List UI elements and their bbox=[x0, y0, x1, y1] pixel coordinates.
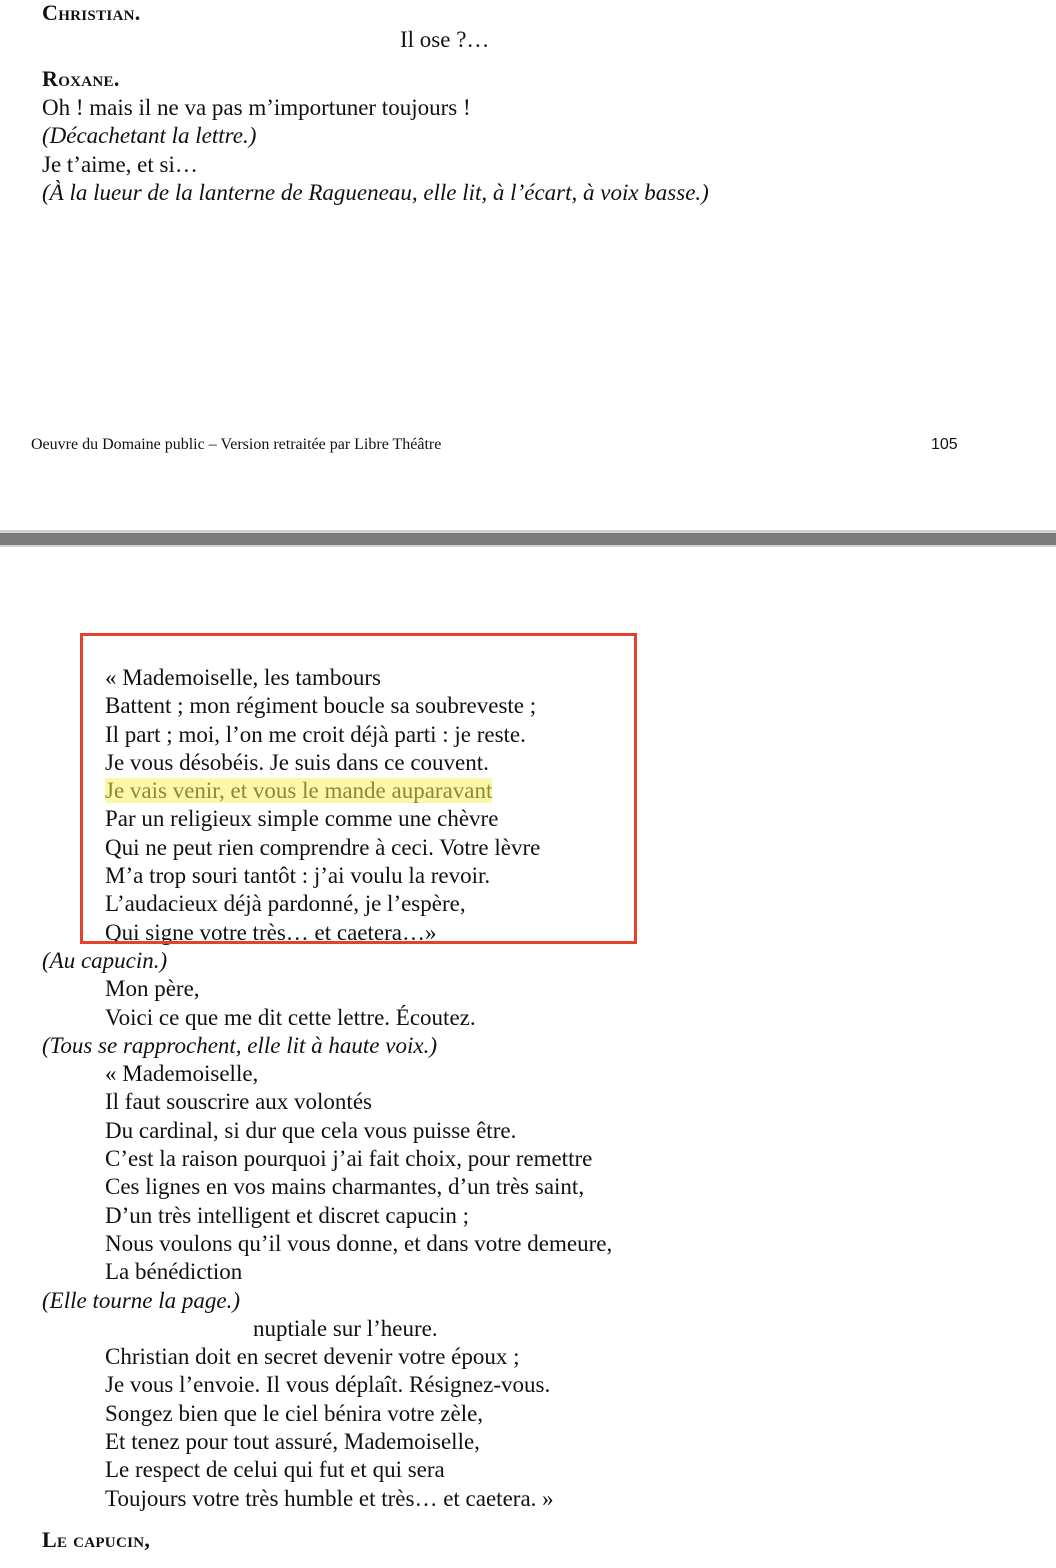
letter-line: Je vous désobéis. Je suis dans ce couvent. bbox=[105, 749, 489, 775]
letter-line: Le respect de celui qui fut et qui sera bbox=[105, 1457, 445, 1483]
letter-line: Songez bien que le ciel bénira votre zèle, bbox=[105, 1400, 484, 1426]
speaker-capucin: Le capucin, bbox=[42, 1527, 151, 1552]
page-105 bbox=[0, 0, 1056, 530]
letter-line: Battent ; mon régiment boucle sa soubreveste ; bbox=[105, 693, 537, 719]
speaker-christian: Christian. bbox=[42, 0, 141, 25]
letter-line: Ces lignes en vos mains charmantes, d’un très saint, bbox=[105, 1174, 585, 1200]
letter-line: « Mademoiselle, bbox=[105, 1061, 259, 1087]
letter-line: Du cardinal, si dur que cela vous puisse être. bbox=[105, 1117, 517, 1143]
letter-line: Par un religieux simple comme une chèvre bbox=[105, 806, 499, 832]
dialogue-line: Oh ! mais il ne va pas m’importuner toujours ! bbox=[42, 95, 471, 120]
letter-line: M’a trop souri tantôt : j’ai voulu la revoir. bbox=[105, 863, 491, 889]
letter-line: Il part ; moi, l’on me croit déjà parti : je reste. bbox=[105, 721, 526, 747]
letter-line: Qui signe votre très… et caetera…» bbox=[105, 919, 437, 945]
stage-direction: (Au capucin.) bbox=[42, 947, 168, 973]
letter-line: Nous voulons qu’il vous donne, et dans votre demeure, bbox=[105, 1230, 613, 1256]
letter-line: C’est la raison pourquoi j’ai fait choix, pour remettre bbox=[105, 1146, 593, 1172]
letter-line: Qui ne peut rien comprendre à ceci. Votre lèvre bbox=[105, 834, 541, 860]
dialogue-line: Mon père, bbox=[105, 976, 200, 1002]
letter-line: Il faut souscrire aux volontés bbox=[105, 1089, 372, 1115]
letter-line: La bénédiction bbox=[105, 1259, 243, 1285]
page-number: 105 bbox=[931, 436, 958, 453]
page-footer: Oeuvre du Domaine public – Version retraitée par Libre Théâtre bbox=[31, 436, 442, 453]
speaker-roxane: Roxane. bbox=[42, 66, 120, 91]
dialogue-line: Je t’aime, et si… bbox=[42, 152, 198, 177]
letter-line: Et tenez pour tout assuré, Mademoiselle, bbox=[105, 1429, 480, 1455]
stage-direction: (À la lueur de la lanterne de Ragueneau, elle lit, à l’écart, à voix basse.) bbox=[42, 180, 709, 205]
stage-direction: (Décachetant la lettre.) bbox=[42, 123, 257, 148]
letter-line: L’audacieux déjà pardonné, je l’espère, bbox=[105, 891, 466, 917]
stage-direction: (Elle tourne la page.) bbox=[42, 1287, 241, 1313]
letter-line: nuptiale sur l’heure. bbox=[253, 1315, 438, 1341]
letter-line: Christian doit en secret devenir votre époux ; bbox=[105, 1344, 520, 1370]
dialogue-line: Il ose ?… bbox=[400, 27, 490, 52]
letter-line: Toujours votre très humble et très… et caetera. » bbox=[105, 1485, 554, 1511]
stage-direction: (Tous se rapprochent, elle lit à haute voix.) bbox=[42, 1032, 437, 1058]
letter-line: Je vous l’envoie. Il vous déplaît. Résignez-vous. bbox=[105, 1372, 551, 1398]
annotation-box bbox=[80, 633, 637, 944]
dialogue-line: Voici ce que me dit cette lettre. Écoutez. bbox=[105, 1004, 476, 1030]
letter-line: D’un très intelligent et discret capucin ; bbox=[105, 1202, 470, 1228]
letter-line: « Mademoiselle, les tambours bbox=[105, 665, 381, 690]
page-106 bbox=[0, 547, 1056, 1568]
page-separator bbox=[0, 530, 1056, 547]
text-highlight: Je vais venir, et vous le mande auparavant bbox=[105, 778, 493, 804]
